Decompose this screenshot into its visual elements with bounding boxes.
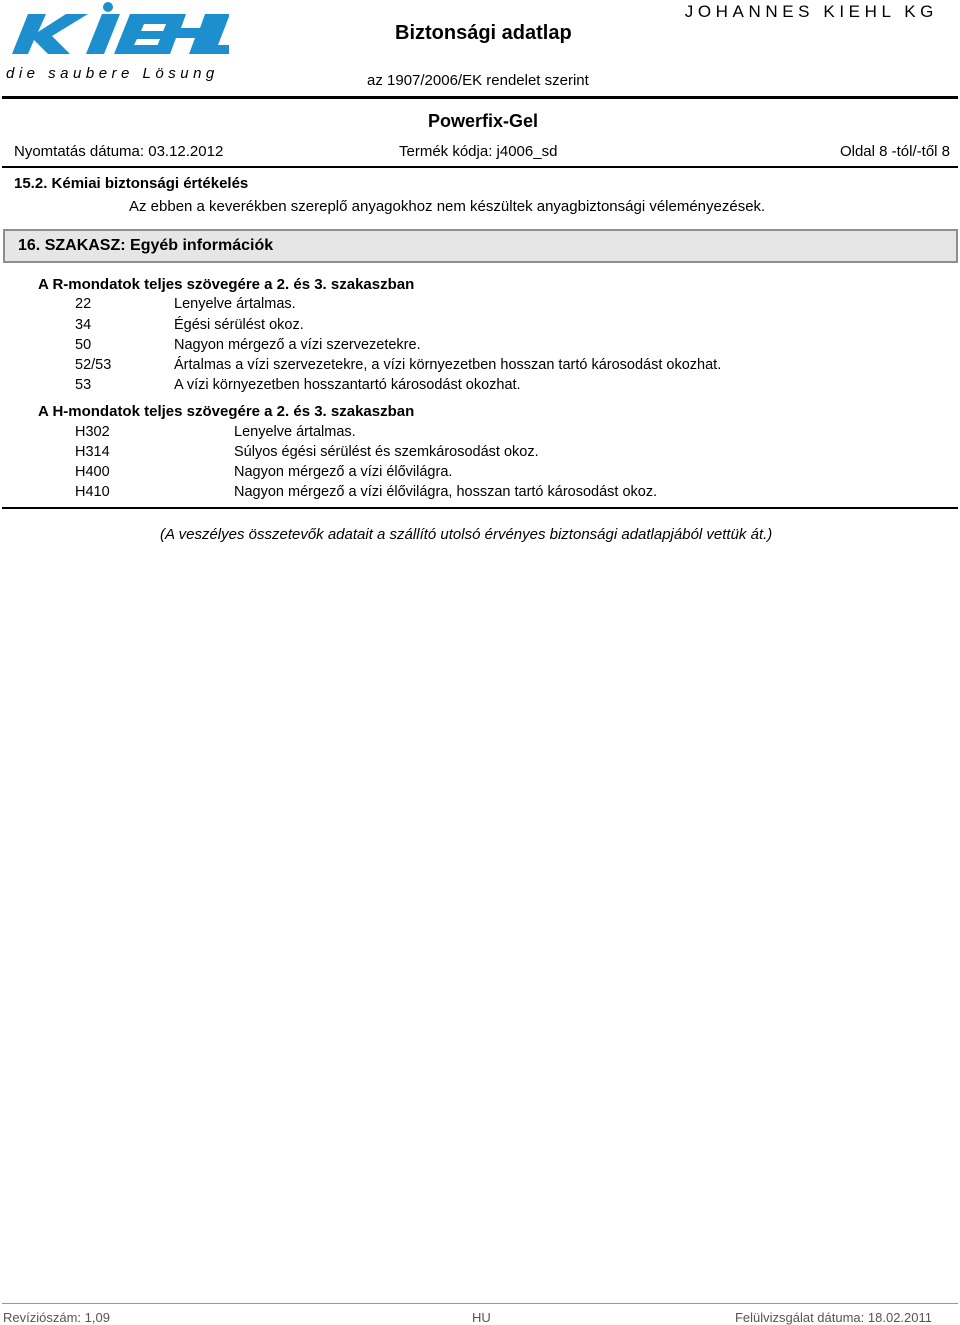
- h-phrase-text: Nagyon mérgező a vízi élővilágra.: [234, 464, 453, 480]
- meta-divider: [2, 166, 958, 168]
- r-phrase-text: Lenyelve ártalmas.: [174, 296, 296, 312]
- header-divider: [2, 96, 958, 99]
- product-code: Termék kódja: j4006_sd: [399, 143, 558, 160]
- regulation-text: az 1907/2006/EK rendelet szerint: [367, 72, 589, 89]
- logo-graphic: [4, 2, 229, 84]
- r-phrase-code: 52/53: [75, 357, 112, 373]
- h-phrase-text: Lenyelve ártalmas.: [234, 424, 356, 440]
- document-title: Biztonsági adatlap: [395, 22, 572, 44]
- company-name: JOHANNES KIEHL KG: [684, 2, 938, 21]
- product-name: Powerfix-Gel: [428, 111, 539, 131]
- r-phrase-code: 22: [75, 296, 92, 312]
- r-phrase-text: A vízi környezetben hosszantartó károsodást okozhat.: [174, 377, 521, 393]
- revision-number: Revíziószám: 1,09: [3, 1310, 110, 1325]
- section-15-2-text: Az ebben a keverékben szereplő anyagokhoz nem készültek anyagbiztonsági véleményezések.: [129, 198, 766, 215]
- footer-divider: [2, 1303, 958, 1304]
- h-phrase-code: H314: [75, 444, 110, 460]
- print-date: Nyomtatás dátuma: 03.12.2012: [14, 143, 224, 160]
- section-15-2-heading: 15.2. Kémiai biztonsági értékelés: [14, 175, 249, 192]
- r-phrase-text: Ártalmas a vízi szervezetekre, a vízi környezetben hosszan tartó károsodást okozhat.: [174, 357, 722, 373]
- page-number: Oldal 8 -tól/-től 8: [839, 143, 950, 160]
- language-code: HU: [472, 1310, 491, 1325]
- r-phrase-code: 53: [75, 377, 92, 393]
- r-phrase-text: Égési sérülést okoz.: [174, 317, 304, 333]
- source-note: (A veszélyes összetevők adatait a szállító utolsó érvényes biztonsági adatlapjából vettük át.): [160, 526, 773, 543]
- r-phrase-code: 50: [75, 337, 92, 353]
- section-end-divider: [2, 507, 958, 509]
- h-phrase-code: H400: [75, 464, 110, 480]
- kiehl-logo: [4, 2, 229, 84]
- h-phrase-text: Nagyon mérgező a vízi élővilágra, hosszan tartó károsodást okoz.: [234, 484, 658, 500]
- section-16-heading: 16. SZAKASZ: Egyéb információk: [18, 237, 274, 254]
- review-date: Felülvizsgálat dátuma: 18.02.2011: [734, 1310, 932, 1325]
- h-phrase-text: Súlyos égési sérülést és szemkárosodást okoz.: [234, 444, 539, 460]
- r-phrases-heading: A R-mondatok teljes szövegére a 2. és 3. szakaszban: [38, 276, 415, 293]
- r-phrase-text: Nagyon mérgező a vízi szervezetekre.: [174, 337, 421, 353]
- h-phrases-heading: A H-mondatok teljes szövegére a 2. és 3. szakaszban: [38, 403, 415, 420]
- logo-tagline: die saubere Lösung: [6, 65, 219, 82]
- r-phrase-code: 34: [75, 317, 92, 333]
- h-phrase-code: H302: [75, 424, 110, 440]
- h-phrase-code: H410: [75, 484, 110, 500]
- section-16-banner: [3, 229, 958, 263]
